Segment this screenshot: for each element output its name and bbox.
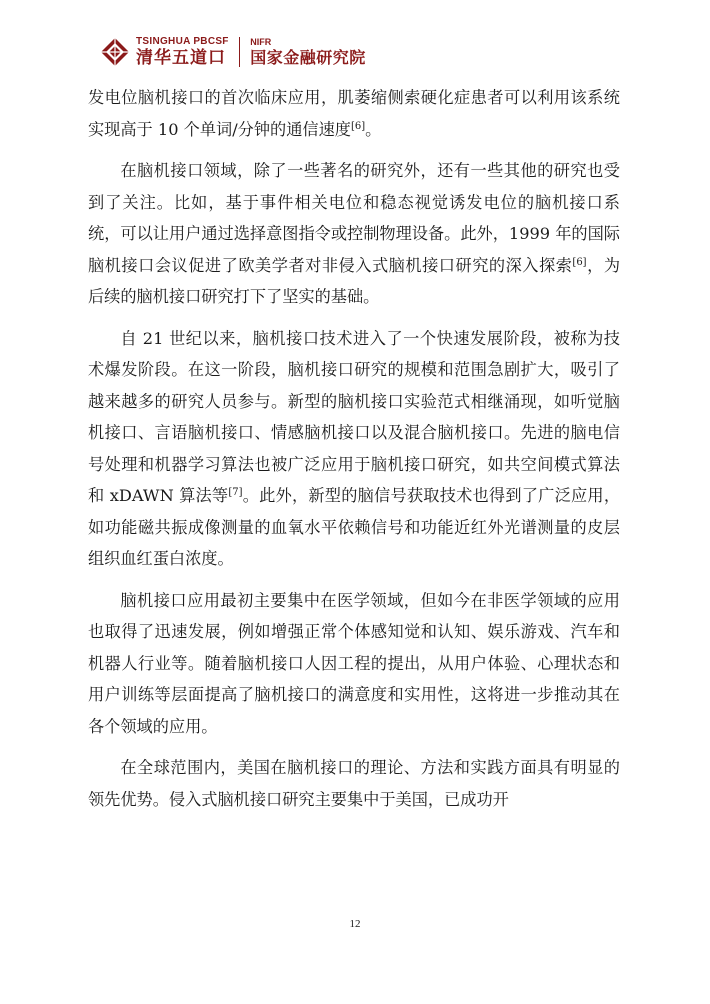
paragraph-5 xyxy=(88,752,620,815)
paragraph-tail: 。此外，新型的脑信号获取技术也得到了广泛应用，如功能磁共振成像测量的血氧水平依赖信号和功能近红外光谱测量的皮层组织血红蛋白浓度。 xyxy=(88,486,621,568)
tsinghua-logo-icon xyxy=(100,37,130,67)
institute-chinese: 国家金融研究院 xyxy=(250,47,366,67)
institute-block xyxy=(250,37,366,68)
paragraph-tail: 。 xyxy=(365,119,382,139)
paragraph-text: 脑机接口应用最初主要集中在医学领域，但如今在非医学领域的应用也取得了迅速发展，例如增强正常个体感知觉和认知、娱乐游戏、汽车和机器人行业等。随着脑机接口人因工程的提出，从用户体验、心理状态和用户训练等层面提高了脑机接口的满意度和实用性，这将进一步推动其在各个领域的应用。 xyxy=(88,590,620,736)
paragraph-4 xyxy=(88,585,620,743)
paragraph-2 xyxy=(88,155,620,313)
paragraph-text: 在脑机接口领域，除了一些著名的研究外，还有一些其他的研究也受到了关注。比如，基于事件相关电位和稳态视觉诱发电位的脑机接口系统，可以让用户通过选择意图指令或控制物理设备。此外，1999 年的国际脑机接口会议促进了欧美学者对非侵入式脑机接口研究的深入探索 xyxy=(88,161,620,275)
page-header xyxy=(100,30,366,74)
brand-block xyxy=(136,36,229,68)
paragraph-tail: ，为后续的脑机接口研究打下了坚实的基础。 xyxy=(88,255,621,306)
body-text xyxy=(88,82,620,815)
paragraph-3 xyxy=(88,323,620,575)
page-number: 12 xyxy=(349,918,361,930)
citation-ref: [7] xyxy=(228,487,243,498)
institute-english: NIFR xyxy=(250,36,272,47)
header-divider xyxy=(239,37,241,67)
brand-english: TSINGHUA PBCSF xyxy=(136,36,229,47)
paragraph-text: 在全球范围内，美国在脑机接口的理论、方法和实践方面具有明显的领先优势。侵入式脑机接口研究主要集中于美国，已成功开 xyxy=(88,758,620,809)
paragraph-1 xyxy=(88,82,620,145)
citation-ref: [6] xyxy=(350,120,366,132)
brand-chinese: 清华五道口 xyxy=(136,48,226,68)
paragraph-text: 发电位脑机接口的首次临床应用，肌萎缩侧索硬化症患者可以利用该系统实现高于 10 个单词/分钟的通信速度 xyxy=(88,88,620,139)
paragraph-text: 自 21 世纪以来，脑机接口技术进入了一个快速发展阶段，被称为技术爆发阶段。在这一阶段，脑机接口研究的规模和范围急剧扩大，吸引了越来越多的研究人员参与。新型的脑机接口实验范式相继涌现，如听觉脑机接口、言语脑机接口、情感脑机接口以及混合脑机接口。先进的脑电信号处理和机器学习算法也被广泛应用于脑机接口研究，如共空间模式算法和 xDAWN 算法等 xyxy=(88,328,620,505)
citation-ref: [6] xyxy=(572,256,587,268)
